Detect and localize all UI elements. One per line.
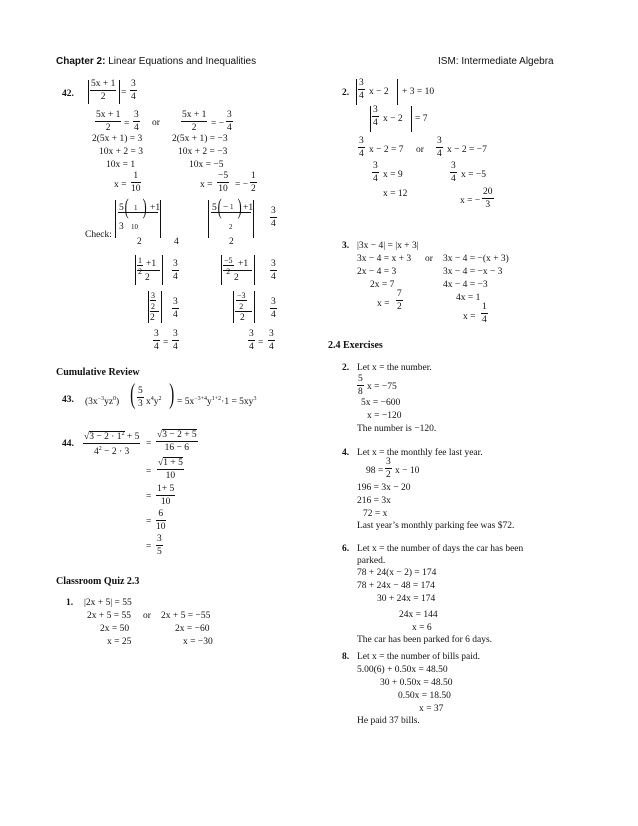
equation-line: 10x + 2 = 3 bbox=[99, 147, 143, 157]
equation-line: 3x − 4 = −(x + 3) bbox=[443, 254, 509, 264]
coefficient: 5 bbox=[119, 203, 124, 213]
problem-number: 2. bbox=[342, 363, 350, 373]
equation-line: 196 = 3x − 20 bbox=[357, 483, 411, 493]
fraction: 3 5 bbox=[157, 534, 162, 557]
equals: = bbox=[124, 119, 130, 129]
running-header-chapter bbox=[56, 57, 256, 67]
equation-line: 216 = 3x bbox=[357, 496, 391, 506]
problem-number: 3. bbox=[342, 241, 350, 251]
equals: = bbox=[163, 338, 169, 348]
equation-lhs: x = bbox=[463, 312, 476, 322]
equation-line: 30 + 24x = 174 bbox=[377, 594, 436, 604]
section-title: Cumulative Review bbox=[56, 367, 140, 378]
fraction: 3 4 bbox=[134, 110, 139, 133]
problem-number: 43. bbox=[62, 395, 74, 405]
equation-part: x = −5 bbox=[461, 170, 486, 180]
equation-line: 2x − 4 = 3 bbox=[357, 267, 397, 277]
equation-lhs: x = bbox=[114, 180, 127, 190]
fraction: 6 10 bbox=[156, 509, 166, 532]
plus-one: +1 bbox=[238, 259, 249, 269]
fraction: 3 4 bbox=[154, 329, 159, 352]
fraction: 3 4 bbox=[373, 161, 378, 184]
equation-line: 5x = −600 bbox=[361, 398, 401, 408]
equation-part: x − 2 bbox=[369, 87, 389, 97]
fraction: 3 4 bbox=[271, 297, 276, 320]
equals: = − bbox=[211, 119, 225, 129]
right-paren: ) bbox=[169, 379, 175, 410]
equation-lhs: 98 = bbox=[366, 466, 384, 476]
equation-line: 2x + 5 = 55 bbox=[87, 611, 131, 621]
fraction: 3 4 bbox=[451, 161, 456, 184]
fraction: 3 4 bbox=[373, 105, 378, 128]
equation-line: |3x − 4| = |x + 3| bbox=[357, 241, 419, 251]
fraction: 3 4 bbox=[437, 136, 442, 159]
text-line: The car has been parked for 6 days. bbox=[357, 635, 493, 645]
coefficient: 5 bbox=[212, 203, 217, 213]
or-label: or bbox=[143, 611, 151, 621]
problem-number: 44. bbox=[62, 439, 74, 449]
denominator: 2 bbox=[150, 313, 155, 323]
plus-one: +1 bbox=[150, 203, 161, 213]
text-line: The number is −120. bbox=[357, 424, 437, 434]
abs-bar bbox=[356, 79, 357, 105]
fraction: 1+ 5 10 bbox=[157, 484, 175, 507]
equation-lhs: x = − bbox=[460, 196, 481, 206]
equation-line: 78 + 24(x − 2) = 174 bbox=[357, 568, 437, 578]
denominator: 2 bbox=[229, 223, 233, 231]
problem-number: 8. bbox=[342, 652, 350, 662]
denominator: 2 bbox=[240, 313, 245, 323]
section-title: 2.4 Exercises bbox=[328, 340, 383, 351]
fraction: 3 2 bbox=[151, 291, 155, 311]
running-header-book: ISM: Intermediate Algebra bbox=[438, 56, 554, 67]
left-paren: ( bbox=[217, 194, 222, 219]
right-paren: ) bbox=[142, 194, 147, 219]
equation-line: 72 = x bbox=[363, 509, 388, 519]
fraction: 3 4 bbox=[271, 259, 276, 282]
equation-line: 78 + 24x − 48 = 174 bbox=[357, 581, 435, 591]
equation-line: 2x + 5 = −55 bbox=[161, 611, 211, 621]
fraction: −5 2 bbox=[224, 256, 233, 276]
fraction: −3 2 bbox=[237, 291, 246, 311]
expression-43: $(3x^{-3}yz^0)$ bbox=[85, 396, 120, 408]
fraction: 3 4 bbox=[173, 329, 178, 352]
equation-line: x = 37 bbox=[419, 704, 444, 714]
equation-part: x − 2 bbox=[383, 114, 403, 124]
equation-line: 24x = 144 bbox=[399, 610, 438, 620]
fraction: 5x + 1 2 bbox=[182, 110, 207, 133]
fraction: 1 10 bbox=[131, 171, 141, 194]
equation-line: 4x = 1 bbox=[456, 293, 481, 303]
fraction: 3 4 bbox=[271, 206, 276, 229]
equation-line: 3x − 4 = x + 3 bbox=[357, 254, 412, 264]
rhs-value: 4 bbox=[174, 237, 179, 247]
fraction: 5 8 bbox=[358, 374, 363, 397]
equation-line: 2x = 50 bbox=[100, 624, 130, 634]
fraction: −5 10 bbox=[218, 171, 229, 194]
fraction: 5x + 1 2 bbox=[91, 79, 116, 102]
fraction: 7 2 bbox=[397, 289, 402, 312]
equation-part: x − 2 = 7 bbox=[369, 145, 404, 155]
or-label: or bbox=[425, 254, 433, 264]
numerator: 1 bbox=[230, 203, 234, 211]
problem-number: 6. bbox=[342, 544, 350, 554]
equation-line: 2(5x + 1) = 3 bbox=[92, 134, 143, 144]
plus-one: +1 bbox=[146, 259, 157, 269]
left-paren: ( bbox=[124, 194, 129, 219]
equation-line: 10x = −5 bbox=[189, 160, 224, 170]
equals: = bbox=[146, 439, 152, 449]
numerator: 3 bbox=[119, 222, 124, 232]
sqrt-sign: √ bbox=[157, 430, 163, 440]
problem-number: 2. bbox=[342, 88, 350, 98]
check-label: Check: bbox=[85, 230, 112, 240]
abs-bar bbox=[411, 106, 412, 132]
equation-line: 30 + 0.50x = 48.50 bbox=[380, 678, 453, 688]
equation-line: x = −120 bbox=[367, 411, 402, 421]
problem-number: 1. bbox=[66, 598, 74, 608]
plus-one: +1 bbox=[243, 203, 254, 213]
equation-line: x = 6 bbox=[412, 623, 432, 633]
abs-bar bbox=[253, 200, 254, 238]
fraction: 1 4 bbox=[482, 302, 487, 325]
equation-line: |2x + 5| = 55 bbox=[84, 598, 132, 608]
fraction: 3 4 bbox=[249, 329, 254, 352]
equation-part: x = −75 bbox=[367, 382, 397, 392]
fraction: 3 4 bbox=[269, 329, 274, 352]
fraction: 3 4 bbox=[131, 79, 136, 102]
equation-line: 4x − 4 = −3 bbox=[443, 280, 488, 290]
problem-number: 42. bbox=[62, 89, 74, 99]
fraction: 3 4 bbox=[359, 78, 364, 101]
fraction: 3 4 bbox=[173, 259, 178, 282]
fraction: 5 3 bbox=[138, 386, 143, 409]
text-line: parked. bbox=[357, 556, 386, 566]
fraction: 3 4 bbox=[227, 110, 232, 133]
denominator: 2 bbox=[234, 273, 239, 283]
equation-line: 5.00(6) + 0.50x = 48.50 bbox=[357, 665, 448, 675]
equation-line: 10x = 1 bbox=[106, 160, 136, 170]
abs-bar bbox=[397, 79, 398, 105]
equation-part: = 7 bbox=[415, 114, 428, 124]
fraction: √3 − 2 + 5 16 − 6 bbox=[157, 430, 197, 453]
equation-line: 2x = 7 bbox=[370, 280, 395, 290]
fraction: √1 + 5 10 bbox=[158, 458, 183, 481]
equation-part: x = 9 bbox=[383, 170, 403, 180]
abs-bar bbox=[208, 200, 209, 238]
fraction: 3 4 bbox=[359, 136, 364, 159]
text-line: Last year’s monthly parking fee was $72. bbox=[357, 521, 515, 531]
equation-part: x − 10 bbox=[395, 466, 420, 476]
or-label: or bbox=[152, 118, 160, 128]
fraction-bar bbox=[150, 311, 159, 312]
equation-line: x = 25 bbox=[107, 637, 132, 647]
numerator: 1 bbox=[134, 204, 138, 212]
equals: = bbox=[146, 492, 152, 502]
abs-bar bbox=[160, 200, 161, 238]
chapter-label: Chapter 2: bbox=[56, 56, 106, 67]
expression-43b: $x^4y^2$ bbox=[146, 396, 162, 408]
minus-sign: − bbox=[223, 203, 229, 213]
fraction-bar bbox=[235, 311, 252, 312]
abs-bar bbox=[115, 200, 116, 238]
sqrt-sign: √ bbox=[158, 458, 164, 468]
equation-line: 10x + 2 = −3 bbox=[178, 147, 228, 157]
abs-bar bbox=[370, 106, 371, 132]
equation-lhs: x = bbox=[377, 299, 390, 309]
fraction: 1 2 bbox=[138, 256, 142, 276]
equals: = − bbox=[235, 180, 249, 190]
equals: = bbox=[146, 517, 152, 527]
fraction: 20 3 bbox=[483, 187, 493, 210]
equation-line: 2(5x + 1) = −3 bbox=[172, 134, 228, 144]
denominator: 2 bbox=[137, 237, 142, 247]
text-line: Let x = the number of bills paid. bbox=[357, 652, 481, 662]
equation-line: 3x − 4 = −x − 3 bbox=[443, 267, 503, 277]
fraction: 5x + 1 2 bbox=[96, 110, 121, 133]
fraction: $√3 - 2 \cdot 1^2 + 5$ $4^2 - 2 \cdot 3$ bbox=[84, 431, 140, 457]
equals: = bbox=[146, 542, 152, 552]
text-line: Let x = the number. bbox=[357, 363, 432, 373]
denominator: 10 bbox=[131, 223, 138, 231]
fraction: 1 2 bbox=[251, 171, 256, 194]
equation-part: + 3 = 10 bbox=[402, 87, 435, 97]
sqrt-sign: √ bbox=[84, 432, 90, 443]
text-line: He paid 37 bills. bbox=[357, 716, 420, 726]
section-title: Classroom Quiz 2.3 bbox=[56, 576, 140, 587]
chapter-title: Linear Equations and Inequalities bbox=[108, 56, 257, 67]
fraction: 3 2 bbox=[386, 457, 391, 480]
left-paren: ( bbox=[130, 379, 136, 410]
or-label: or bbox=[416, 145, 424, 155]
equals: = bbox=[121, 88, 127, 98]
equation-line: x = 12 bbox=[383, 189, 408, 199]
equation-line: x = −30 bbox=[183, 637, 213, 647]
equation-line: 0.50x = 18.50 bbox=[398, 691, 451, 701]
text-line: Let x = the monthly fee last year. bbox=[357, 448, 483, 458]
equation-line: 2x = −60 bbox=[175, 624, 210, 634]
denominator: 2 bbox=[145, 273, 150, 283]
text-line: Let x = the number of days the car has been bbox=[357, 544, 524, 554]
expression-43c: = $5x^{-3+4}y^{1+2}\cdot 1 = 5xy^3$ bbox=[177, 396, 257, 408]
equation-lhs: x = bbox=[200, 180, 213, 190]
equals: = bbox=[258, 338, 264, 348]
problem-number: 4. bbox=[342, 448, 350, 458]
right-paren: ) bbox=[237, 194, 242, 219]
equals: = bbox=[146, 467, 152, 477]
equation-part: x − 2 = −7 bbox=[447, 145, 487, 155]
fraction: 3 4 bbox=[173, 297, 178, 320]
denominator: 2 bbox=[229, 237, 234, 247]
